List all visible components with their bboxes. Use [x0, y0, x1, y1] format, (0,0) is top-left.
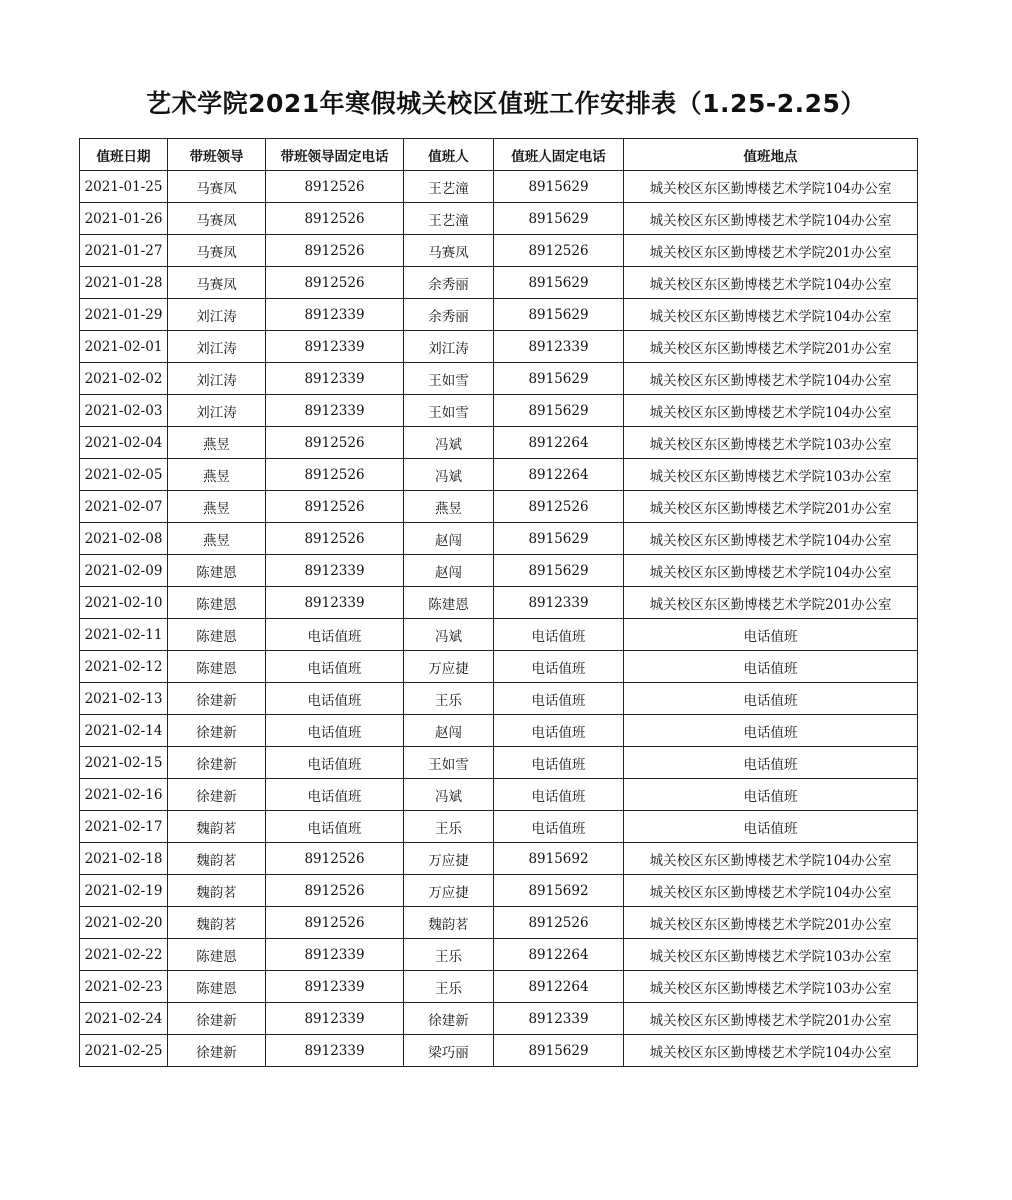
header-duty-date: 值班日期	[80, 139, 168, 171]
cell-leader-phone: 电话值班	[266, 779, 404, 811]
cell-duty-location: 电话值班	[624, 811, 918, 843]
cell-leader: 燕昱	[168, 427, 266, 459]
cell-leader-phone: 8912526	[266, 491, 404, 523]
cell-duty-location: 城关校区东区勤博楼艺术学院201办公室	[624, 331, 918, 363]
cell-duty-location: 城关校区东区勤博楼艺术学院201办公室	[624, 1003, 918, 1035]
cell-leader: 徐建新	[168, 1035, 266, 1067]
cell-duty-person: 王如雪	[404, 747, 494, 779]
cell-duty-location: 城关校区东区勤博楼艺术学院104办公室	[624, 299, 918, 331]
cell-duty-person-phone: 8912264	[494, 939, 624, 971]
cell-duty-location: 城关校区东区勤博楼艺术学院104办公室	[624, 1035, 918, 1067]
table-row	[80, 619, 918, 651]
cell-duty-person-phone: 8912339	[494, 331, 624, 363]
cell-leader: 魏韵茗	[168, 843, 266, 875]
cell-duty-date: 2021-01-28	[80, 267, 168, 299]
cell-leader: 刘江涛	[168, 363, 266, 395]
cell-leader: 陈建恩	[168, 651, 266, 683]
cell-leader-phone: 8912526	[266, 267, 404, 299]
cell-duty-location: 电话值班	[624, 779, 918, 811]
table-row	[80, 459, 918, 491]
document-title: 艺术学院2021年寒假城关校区值班工作安排表（1.25-2.25）	[146, 89, 866, 118]
cell-duty-person-phone: 电话值班	[494, 715, 624, 747]
table-row	[80, 555, 918, 587]
cell-duty-person-phone: 电话值班	[494, 747, 624, 779]
cell-leader: 马赛凤	[168, 235, 266, 267]
cell-duty-person: 冯斌	[404, 459, 494, 491]
cell-duty-person-phone: 电话值班	[494, 811, 624, 843]
cell-duty-date: 2021-02-14	[80, 715, 168, 747]
table-body	[80, 171, 918, 1067]
cell-duty-date: 2021-01-29	[80, 299, 168, 331]
cell-leader: 马赛凤	[168, 171, 266, 203]
cell-leader: 徐建新	[168, 1003, 266, 1035]
cell-duty-person-phone: 8912339	[494, 587, 624, 619]
table-row	[80, 651, 918, 683]
cell-duty-location: 城关校区东区勤博楼艺术学院103办公室	[624, 971, 918, 1003]
cell-duty-person: 王乐	[404, 971, 494, 1003]
cell-leader-phone: 8912526	[266, 907, 404, 939]
cell-duty-person-phone: 8912264	[494, 459, 624, 491]
cell-duty-date: 2021-02-20	[80, 907, 168, 939]
cell-leader-phone: 电话值班	[266, 747, 404, 779]
cell-duty-date: 2021-02-04	[80, 427, 168, 459]
cell-leader: 徐建新	[168, 683, 266, 715]
cell-duty-date: 2021-02-17	[80, 811, 168, 843]
cell-duty-person: 王艺潼	[404, 171, 494, 203]
cell-duty-person: 万应捷	[404, 875, 494, 907]
cell-duty-date: 2021-02-05	[80, 459, 168, 491]
cell-duty-location: 城关校区东区勤博楼艺术学院103办公室	[624, 939, 918, 971]
table-row	[80, 363, 918, 395]
cell-duty-location: 城关校区东区勤博楼艺术学院103办公室	[624, 459, 918, 491]
cell-duty-person: 王乐	[404, 939, 494, 971]
cell-duty-person-phone: 8912526	[494, 907, 624, 939]
cell-duty-person: 燕昱	[404, 491, 494, 523]
table-row	[80, 683, 918, 715]
table-row	[80, 523, 918, 555]
cell-leader-phone: 8912339	[266, 299, 404, 331]
cell-leader-phone: 8912526	[266, 523, 404, 555]
cell-duty-person: 万应捷	[404, 651, 494, 683]
cell-leader: 徐建新	[168, 715, 266, 747]
cell-duty-person-phone: 8915629	[494, 203, 624, 235]
cell-duty-date: 2021-02-01	[80, 331, 168, 363]
cell-duty-person: 赵闯	[404, 715, 494, 747]
cell-duty-person: 冯斌	[404, 427, 494, 459]
cell-duty-person-phone: 8912264	[494, 427, 624, 459]
cell-duty-location: 城关校区东区勤博楼艺术学院201办公室	[624, 587, 918, 619]
table-row	[80, 779, 918, 811]
cell-duty-person-phone: 8912339	[494, 1003, 624, 1035]
table-row	[80, 203, 918, 235]
cell-leader: 陈建恩	[168, 939, 266, 971]
table-row	[80, 811, 918, 843]
cell-duty-person: 余秀丽	[404, 299, 494, 331]
cell-duty-location: 电话值班	[624, 747, 918, 779]
cell-leader: 燕昱	[168, 459, 266, 491]
table-row	[80, 267, 918, 299]
cell-duty-person-phone: 电话值班	[494, 651, 624, 683]
cell-duty-date: 2021-02-11	[80, 619, 168, 651]
cell-duty-person-phone: 8915692	[494, 843, 624, 875]
cell-leader-phone: 8912339	[266, 1035, 404, 1067]
cell-duty-location: 城关校区东区勤博楼艺术学院104办公室	[624, 843, 918, 875]
cell-leader: 刘江涛	[168, 331, 266, 363]
cell-duty-person-phone: 8915629	[494, 363, 624, 395]
table-row	[80, 299, 918, 331]
cell-duty-date: 2021-02-24	[80, 1003, 168, 1035]
cell-duty-person: 王乐	[404, 683, 494, 715]
cell-duty-person: 冯斌	[404, 619, 494, 651]
cell-leader: 燕昱	[168, 491, 266, 523]
table-row	[80, 395, 918, 427]
header-leader: 带班领导	[168, 139, 266, 171]
cell-duty-location: 城关校区东区勤博楼艺术学院104办公室	[624, 523, 918, 555]
cell-leader-phone: 8912526	[266, 843, 404, 875]
table-row	[80, 1035, 918, 1067]
cell-duty-location: 城关校区东区勤博楼艺术学院201办公室	[624, 491, 918, 523]
cell-duty-person-phone: 8912526	[494, 491, 624, 523]
cell-leader-phone: 8912339	[266, 395, 404, 427]
cell-leader-phone: 8912526	[266, 875, 404, 907]
cell-leader: 魏韵茗	[168, 875, 266, 907]
cell-leader: 陈建恩	[168, 555, 266, 587]
cell-duty-location: 城关校区东区勤博楼艺术学院104办公室	[624, 203, 918, 235]
cell-leader-phone: 8912526	[266, 235, 404, 267]
header-duty-location: 值班地点	[624, 139, 918, 171]
cell-leader-phone: 电话值班	[266, 811, 404, 843]
cell-duty-person: 王如雪	[404, 395, 494, 427]
cell-duty-person-phone: 8915692	[494, 875, 624, 907]
table-row	[80, 491, 918, 523]
cell-duty-person-phone: 电话值班	[494, 619, 624, 651]
cell-leader-phone: 8912526	[266, 427, 404, 459]
cell-duty-location: 城关校区东区勤博楼艺术学院103办公室	[624, 427, 918, 459]
cell-leader-phone: 8912526	[266, 171, 404, 203]
cell-leader: 徐建新	[168, 779, 266, 811]
cell-leader-phone: 8912526	[266, 459, 404, 491]
cell-duty-person: 魏韵茗	[404, 907, 494, 939]
cell-duty-person-phone: 电话值班	[494, 779, 624, 811]
cell-leader-phone: 电话值班	[266, 715, 404, 747]
cell-duty-person-phone: 8915629	[494, 395, 624, 427]
cell-leader-phone: 8912339	[266, 363, 404, 395]
cell-duty-person-phone: 8915629	[494, 267, 624, 299]
cell-duty-person: 陈建恩	[404, 587, 494, 619]
cell-duty-date: 2021-02-07	[80, 491, 168, 523]
cell-duty-date: 2021-02-09	[80, 555, 168, 587]
cell-duty-location: 电话值班	[624, 651, 918, 683]
table-row	[80, 907, 918, 939]
cell-duty-person-phone: 8915629	[494, 1035, 624, 1067]
cell-leader-phone: 电话值班	[266, 651, 404, 683]
cell-duty-person-phone: 8912264	[494, 971, 624, 1003]
cell-duty-person: 王艺潼	[404, 203, 494, 235]
cell-duty-location: 电话值班	[624, 683, 918, 715]
cell-duty-date: 2021-02-02	[80, 363, 168, 395]
header-duty-person: 值班人	[404, 139, 494, 171]
table-row	[80, 171, 918, 203]
cell-duty-date: 2021-02-23	[80, 971, 168, 1003]
duty-schedule-table	[79, 138, 918, 1067]
cell-duty-date: 2021-02-03	[80, 395, 168, 427]
cell-leader-phone: 电话值班	[266, 683, 404, 715]
cell-duty-location: 城关校区东区勤博楼艺术学院201办公室	[624, 907, 918, 939]
table-row	[80, 235, 918, 267]
cell-duty-date: 2021-02-16	[80, 779, 168, 811]
cell-leader: 刘江涛	[168, 395, 266, 427]
cell-leader: 马赛凤	[168, 203, 266, 235]
cell-duty-location: 城关校区东区勤博楼艺术学院104办公室	[624, 267, 918, 299]
cell-leader-phone: 8912339	[266, 331, 404, 363]
cell-duty-date: 2021-02-18	[80, 843, 168, 875]
cell-leader-phone: 8912339	[266, 555, 404, 587]
cell-duty-location: 城关校区东区勤博楼艺术学院104办公室	[624, 555, 918, 587]
cell-duty-person-phone: 电话值班	[494, 683, 624, 715]
cell-duty-date: 2021-02-15	[80, 747, 168, 779]
cell-duty-person: 万应捷	[404, 843, 494, 875]
table-row	[80, 843, 918, 875]
table-row	[80, 587, 918, 619]
cell-duty-person: 赵闯	[404, 523, 494, 555]
cell-duty-date: 2021-02-22	[80, 939, 168, 971]
table-row	[80, 875, 918, 907]
header-duty-person-phone: 值班人固定电话	[494, 139, 624, 171]
cell-duty-date: 2021-01-26	[80, 203, 168, 235]
cell-leader: 陈建恩	[168, 587, 266, 619]
cell-duty-person: 赵闯	[404, 555, 494, 587]
cell-duty-person-phone: 8915629	[494, 171, 624, 203]
cell-duty-location: 电话值班	[624, 715, 918, 747]
cell-leader-phone: 电话值班	[266, 619, 404, 651]
cell-duty-person: 冯斌	[404, 779, 494, 811]
table-row	[80, 331, 918, 363]
cell-leader: 徐建新	[168, 747, 266, 779]
cell-duty-person: 刘江涛	[404, 331, 494, 363]
table-row	[80, 427, 918, 459]
cell-leader: 马赛凤	[168, 267, 266, 299]
cell-duty-date: 2021-02-25	[80, 1035, 168, 1067]
cell-duty-person: 余秀丽	[404, 267, 494, 299]
cell-leader-phone: 8912526	[266, 203, 404, 235]
cell-leader: 魏韵茗	[168, 811, 266, 843]
cell-duty-date: 2021-02-13	[80, 683, 168, 715]
cell-leader-phone: 8912339	[266, 1003, 404, 1035]
table-row	[80, 971, 918, 1003]
cell-leader-phone: 8912339	[266, 587, 404, 619]
cell-duty-date: 2021-02-08	[80, 523, 168, 555]
cell-duty-person-phone: 8915629	[494, 523, 624, 555]
cell-duty-location: 城关校区东区勤博楼艺术学院104办公室	[624, 875, 918, 907]
cell-duty-date: 2021-01-27	[80, 235, 168, 267]
cell-leader-phone: 8912339	[266, 971, 404, 1003]
table-row	[80, 747, 918, 779]
cell-leader-phone: 8912339	[266, 939, 404, 971]
cell-leader: 燕昱	[168, 523, 266, 555]
cell-duty-person-phone: 8915629	[494, 299, 624, 331]
table-row	[80, 715, 918, 747]
cell-leader: 陈建恩	[168, 971, 266, 1003]
header-leader-phone: 带班领导固定电话	[266, 139, 404, 171]
cell-duty-location: 城关校区东区勤博楼艺术学院201办公室	[624, 235, 918, 267]
cell-leader: 魏韵茗	[168, 907, 266, 939]
table-row	[80, 939, 918, 971]
cell-duty-person-phone: 8912526	[494, 235, 624, 267]
cell-duty-date: 2021-01-25	[80, 171, 168, 203]
cell-duty-person: 徐建新	[404, 1003, 494, 1035]
cell-leader: 刘江涛	[168, 299, 266, 331]
cell-duty-date: 2021-02-19	[80, 875, 168, 907]
cell-leader: 陈建恩	[168, 619, 266, 651]
cell-duty-location: 城关校区东区勤博楼艺术学院104办公室	[624, 395, 918, 427]
cell-duty-location: 电话值班	[624, 619, 918, 651]
table-row	[80, 1003, 918, 1035]
cell-duty-person: 王乐	[404, 811, 494, 843]
cell-duty-person: 马赛凤	[404, 235, 494, 267]
table-header-row	[80, 139, 918, 171]
cell-duty-location: 城关校区东区勤博楼艺术学院104办公室	[624, 363, 918, 395]
cell-duty-person-phone: 8915629	[494, 555, 624, 587]
cell-duty-person: 王如雪	[404, 363, 494, 395]
cell-duty-date: 2021-02-12	[80, 651, 168, 683]
cell-duty-person: 梁巧丽	[404, 1035, 494, 1067]
cell-duty-date: 2021-02-10	[80, 587, 168, 619]
cell-duty-location: 城关校区东区勤博楼艺术学院104办公室	[624, 171, 918, 203]
